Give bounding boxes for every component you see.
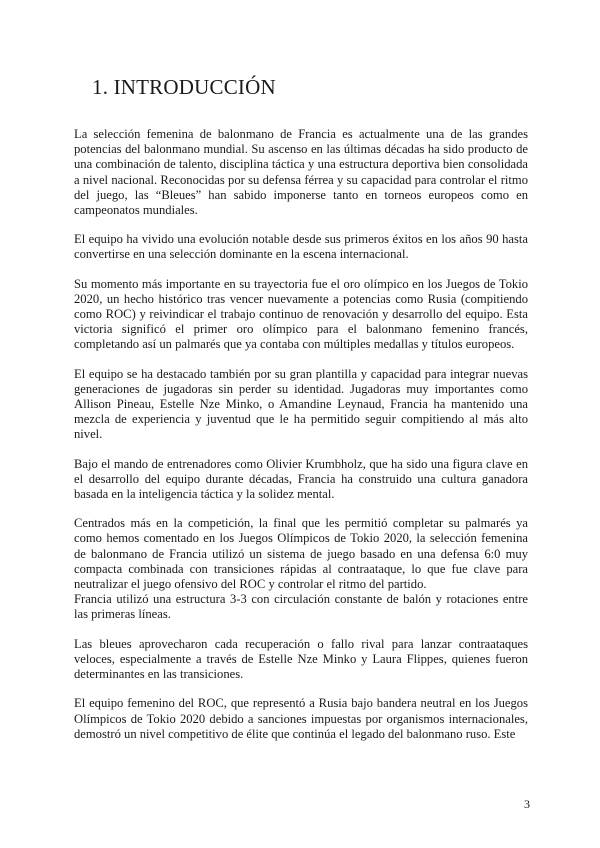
paragraph-intro: La selección femenina de balonmano de Francia es actualmente una de las grandes potencias del balonmano mundial. Su ascenso en las últimas décadas ha sido producto de una combinación de talento, disciplina táctica y una estructura deportiva bien consolidada a nivel nacional. Reconocidas por su defensa férrea y su capacidad para controlar el ritmo del juego, las “Bleues” han sabido imponerse tanto en torneos europeos como en campeonatos mundiales. <box>74 127 528 218</box>
body-text <box>74 127 528 742</box>
paragraph-evolution: El equipo ha vivido una evolución notable desde sus primeros éxitos en los años 90 hasta convertirse en una selección dominante en la escena internacional. <box>74 232 528 262</box>
paragraph-tokyo-gold: Su momento más importante en su trayectoria fue el oro olímpico en los Juegos de Tokio 2020, un hecho histórico tras vencer nuevamente a potencias como Rusia (compitiendo como ROC) y reivindicar el trabajo continuo de renovación y desarrollo del equipo. Esta victoria significó el primer oro olímpico para el balonmano femenino francés, completando así un palmarés que ya contaba con múltiples medallas y títulos europeos. <box>74 276 528 352</box>
paragraph-final-system: Centrados más en la competición, la final que les permitió completar su palmarés ya como hemos comentado en los Juegos Olímpicos de Tokio 2020, la selección femenina de balonmano de Francia utilizó un sistema de juego basado en una defensa 6:0 muy compacta combinada con transiciones rápidas al contraataque, lo que fue clave para neutralizar el juego ofensivo del ROC y controlar el ritmo del partido. <box>74 516 528 592</box>
page-title: 1. INTRODUCCIÓN <box>92 75 276 99</box>
paragraph-roc: El equipo femenino del ROC, que representó a Rusia bajo bandera neutral en los Juegos Olímpicos de Tokio 2020 debido a sanciones impuestas por organismos internacionales, demostró un nivel competitivo de élite que continúa el legado del balonmano ruso. Este <box>74 696 528 741</box>
paragraph-attack-structure: Francia utilizó una estructura 3-3 con circulación constante de balón y rotaciones entre las primeras líneas. <box>74 592 528 622</box>
paragraph-counterattacks: Las bleues aprovecharon cada recuperación o fallo rival para lanzar contraataques veloces, especialmente a través de Estelle Nze Minko y Laura Flippes, quienes fueron determinantes en las transiciones. <box>74 636 528 682</box>
page-number: 3 <box>524 797 530 811</box>
paragraph-squad: El equipo se ha destacado también por su gran plantilla y capacidad para integrar nuevas generaciones de jugadoras sin perder su identidad. Jugadoras muy importantes como Allison Pineau, Estelle Nze Minko, o Amandine Leynaud, Francia ha mantenido una mezcla de experiencia y juventud que le ha permitido seguir compitiendo al más alto nivel. <box>74 366 528 442</box>
paragraph-coach: Bajo el mando de entrenadores como Olivier Krumbholz, que ha sido una figura clave en el desarrollo del equipo durante décadas, Francia ha construido una cultura ganadora basada en la inteligencia táctica y la solidez mental. <box>74 456 528 502</box>
